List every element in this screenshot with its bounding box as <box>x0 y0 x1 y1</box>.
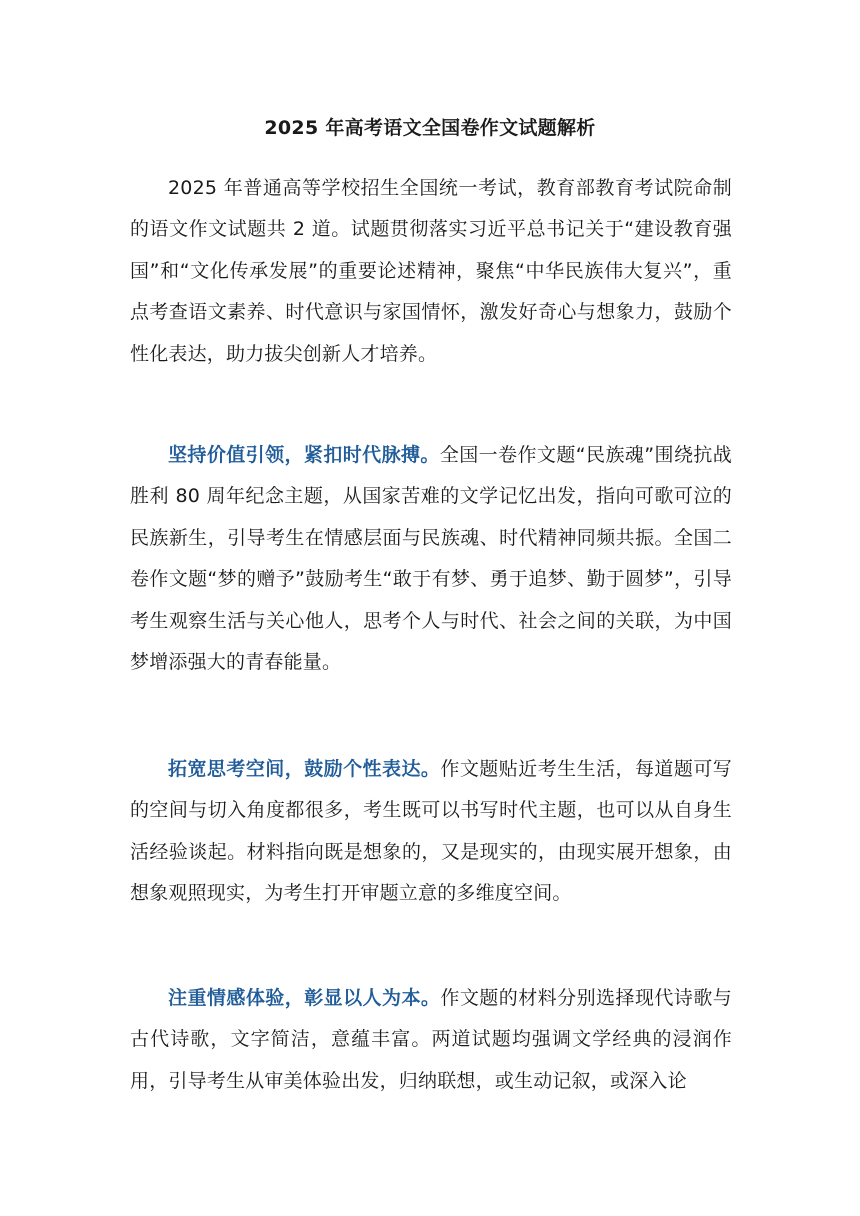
section-paragraph-2 <box>130 749 732 915</box>
section-body-2: 作文题贴近考生生活，每道题可写的空间与切入角度都很多，考生既可以书写时代主题，也可以从自身生活经验谈起。材料指向既是想象的，又是现实的，由现实展开想象，由想象观照现实，为考生打开审题立意的多维度空间。 <box>130 758 732 905</box>
section-paragraph-1 <box>130 435 732 683</box>
section-body-1: 全国一卷作文题“民族魂”围绕抗战胜利 80 周年纪念主题，从国家苦难的文学记忆出发，指向可歌可泣的民族新生，引导考生在情感层面与民族魂、时代精神同频共振。全国二卷作文题“梦的赠予”鼓励考生“敢于有梦、勇于追梦、勤于圆梦”，引导考生观察生活与关心他人，思考个人与时代、社会之间的关联，为中国梦增添强大的青春能量。 <box>130 444 732 674</box>
section-body-3: 作文题的材料分别选择现代诗歌与古代诗歌，文字简洁，意蕴丰富。两道试题均强调文学经典的浸润作用，引导考生从审美体验出发，归纳联想，或生动记叙，或深入论 <box>130 987 732 1092</box>
document-title: 2025 年高考语文全国卷作文试题解析 <box>264 117 596 139</box>
section-lead-3: 注重情感体验，彰显以人为本。 <box>168 987 441 1009</box>
section-paragraph-3 <box>130 978 732 1102</box>
intro-paragraph: 2025 年普通高等学校招生全国统一考试，教育部教育考试院命制的语文作文试题共 2 道。试题贯彻落实习近平总书记关于“建设教育强国”和“文化传承发展”的重要论述精神，聚焦“中华民族伟大复兴”，重点考查语文素养、时代意识与家国情怀，激发好奇心与想象力，鼓励个性化表达，助力拔尖创新人才培养。 <box>130 177 732 365</box>
section-lead-1: 坚持价值引领，紧扣时代脉搏。 <box>168 444 440 466</box>
section-lead-2: 拓宽思考空间，鼓励个性表达。 <box>168 758 441 780</box>
